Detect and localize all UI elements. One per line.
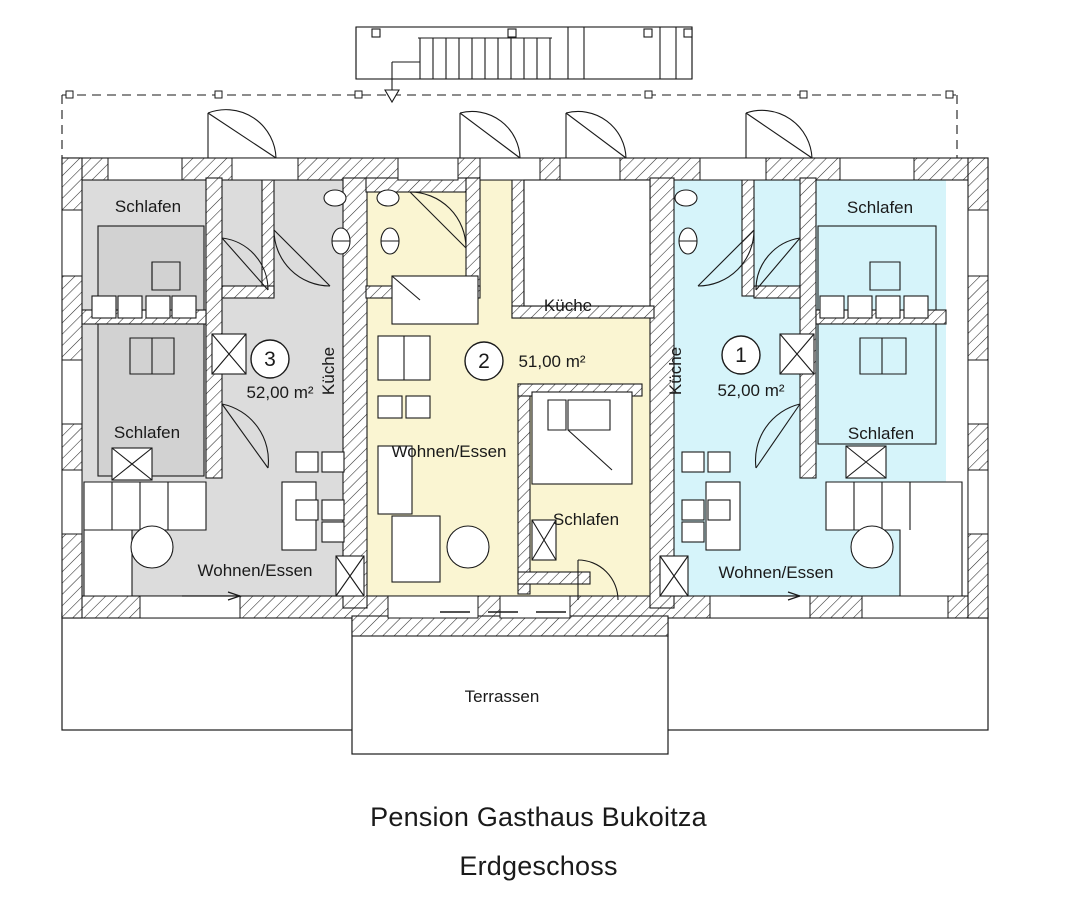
room-label-schlafen-u3-bottom: Schlafen <box>113 423 181 442</box>
room-label-schlafen-u1-bottom: Schlafen <box>847 424 915 443</box>
room-label-wohnen-essen-u1: Wohnen/Essen <box>718 563 834 582</box>
unit-1-area: 52,00 m² <box>717 381 785 400</box>
unit-2-area: 51,00 m² <box>518 352 586 371</box>
room-label-schlafen-u1-top: Schlafen <box>846 198 914 217</box>
unit-2-number: 2 <box>478 350 490 373</box>
plan-subtitle: Erdgeschoss <box>459 851 618 881</box>
cross-box <box>846 446 886 478</box>
cross-box <box>112 448 152 480</box>
plan-title: Pension Gasthaus Bukoitza <box>370 802 707 832</box>
unit-1-number: 1 <box>735 344 747 367</box>
room-label-wohnen-essen-u3: Wohnen/Essen <box>197 561 313 580</box>
cross-box <box>212 334 246 374</box>
unit-3-area: 52,00 m² <box>246 383 314 402</box>
cross-box <box>780 334 814 374</box>
room-label-wohnen-essen-u2: Wohnen/Essen <box>391 442 507 461</box>
room-label-schlafen-u2: Schlafen <box>552 510 620 529</box>
room-label-kueche-u3: Küche <box>319 346 338 396</box>
cross-box <box>660 556 688 596</box>
room-label-terrassen: Terrassen <box>464 687 540 706</box>
room-label-schlafen-u3-top: Schlafen <box>114 197 182 216</box>
room-label-kueche-u2: Küche <box>543 296 593 315</box>
room-label-kueche-u1: Küche <box>666 346 685 396</box>
unit-3-number: 3 <box>264 348 276 371</box>
cross-box <box>336 556 364 596</box>
